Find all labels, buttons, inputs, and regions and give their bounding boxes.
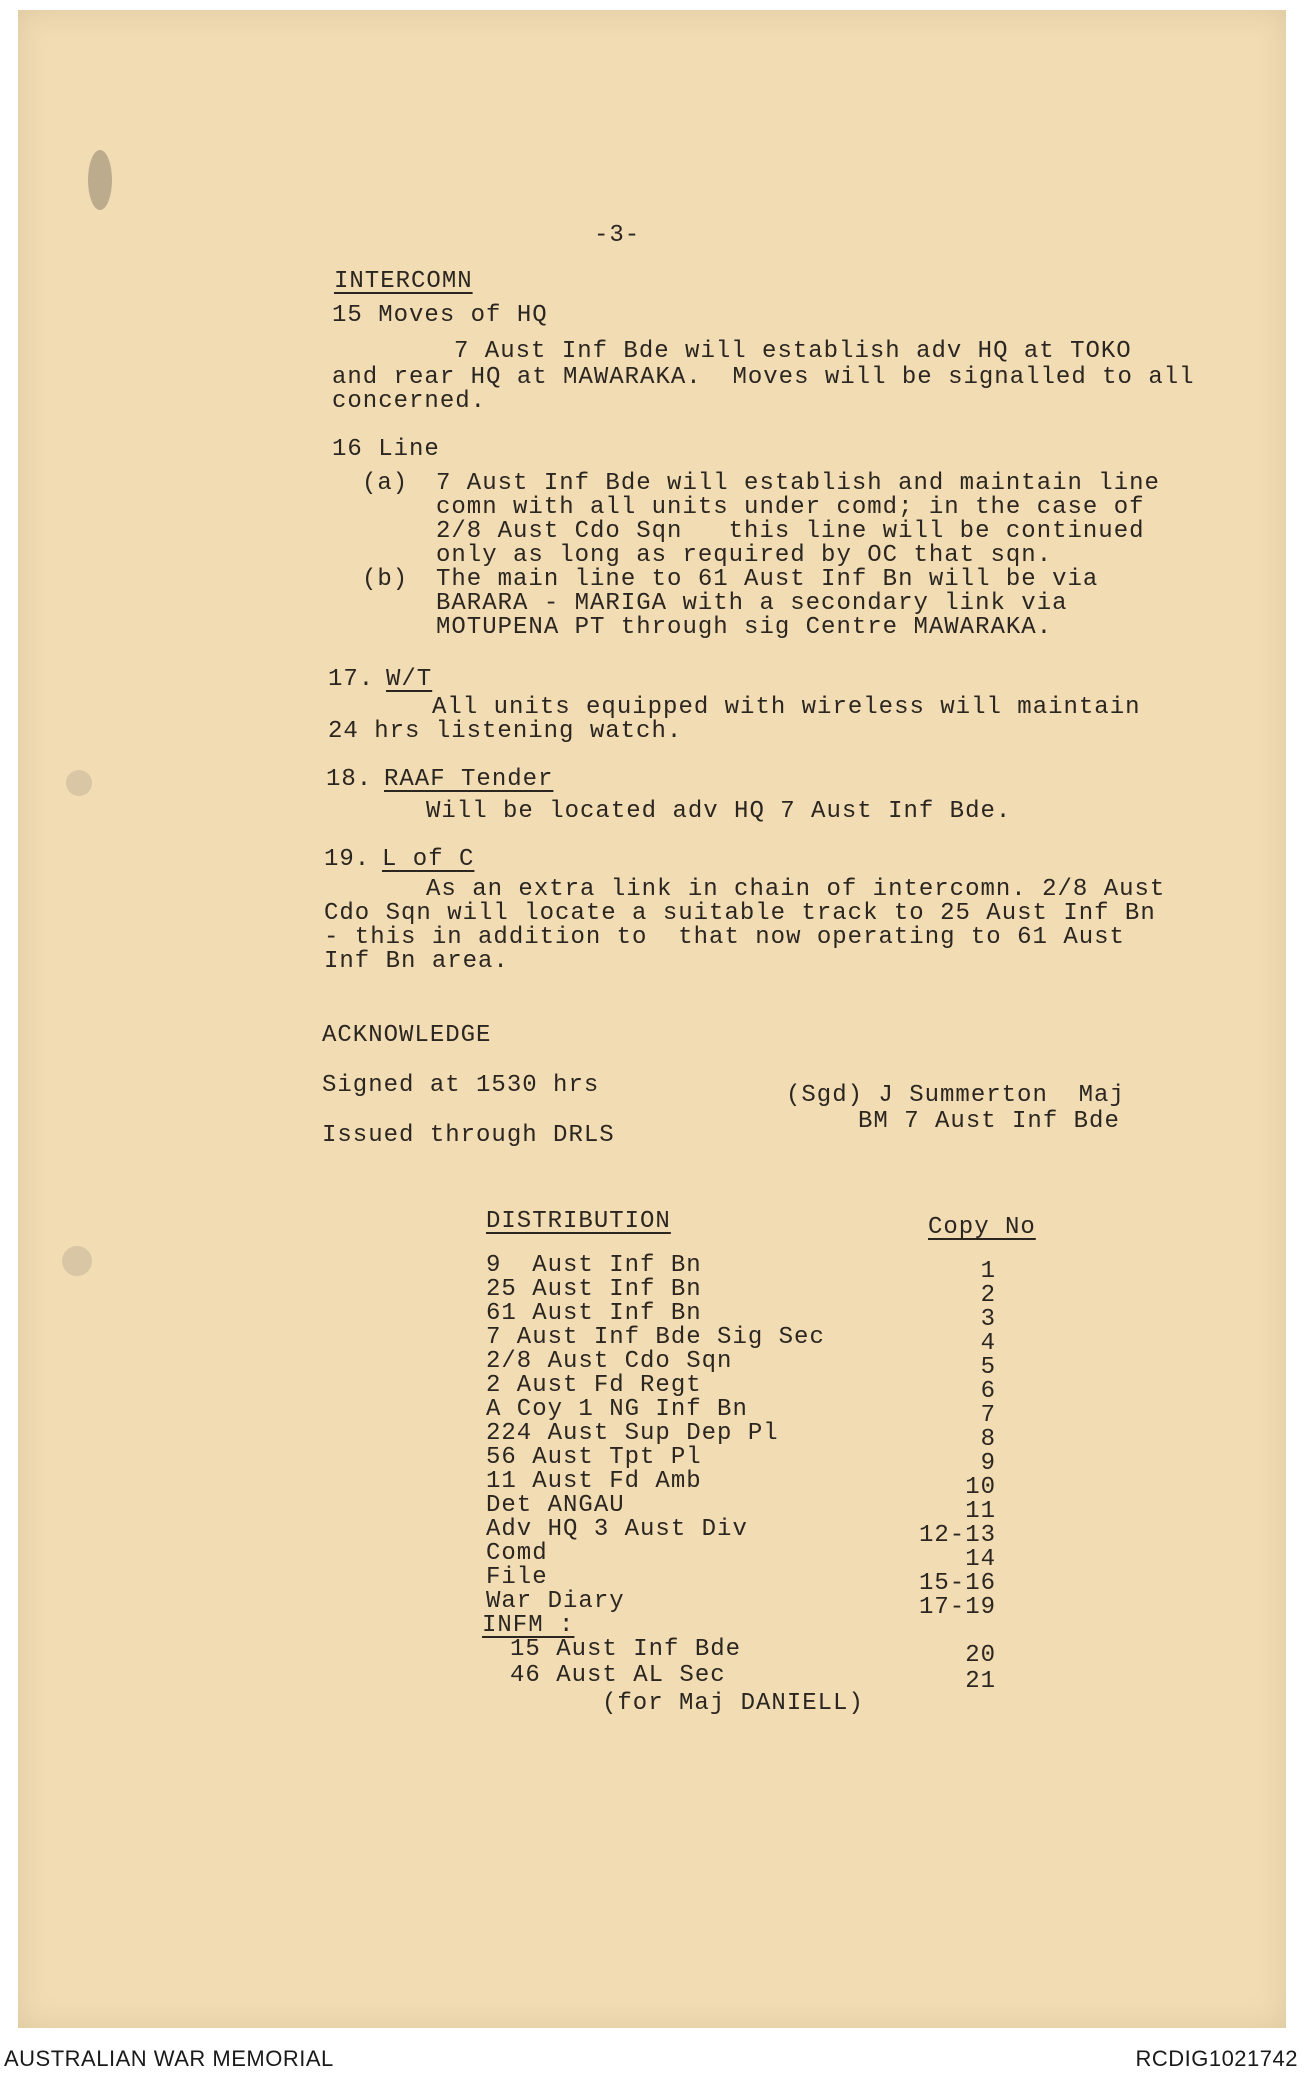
para19-line: Cdo Sqn will locate a suitable track to 25 Aust Inf Bn [324, 900, 1156, 927]
distribution-unit: 9 Aust Inf Bn [486, 1252, 702, 1279]
para15-line: concerned. [332, 388, 487, 415]
para16-a-line: 2/8 Aust Cdo Sqn this line will be continued [436, 518, 1145, 545]
distribution-unit: 11 Aust Fd Amb [486, 1468, 702, 1495]
para16-a-line: only as long as required by OC that sqn. [436, 542, 1053, 569]
para19-line: Inf Bn area. [324, 948, 509, 975]
para16-a-line: 7 Aust Inf Bde will establish and maintain line [436, 470, 1160, 497]
para15-line: and rear HQ at MAWARAKA. Moves will be signalled to all [332, 364, 1195, 391]
distribution-unit: 7 Aust Inf Bde Sig Sec [486, 1324, 825, 1351]
distribution-copy: 11 [965, 1498, 996, 1525]
footer-id: RCDIG1021742 [1135, 2046, 1298, 2071]
issued-through-text: Issued through DRLS [322, 1122, 615, 1149]
distribution-copy: 15-16 [918, 1570, 996, 1597]
distribution-copy: 14 [965, 1546, 996, 1573]
para19-line: - this in addition to that now operating to 61 Aust [324, 924, 1125, 951]
document-page [18, 10, 1286, 2028]
distribution-unit: 25 Aust Inf Bn [486, 1276, 702, 1303]
distribution-copy: 6 [980, 1378, 996, 1405]
infm-note: (for Maj DANIELL) [602, 1690, 864, 1717]
infm-heading: INFM : [482, 1612, 575, 1639]
distribution-copy: 17-19 [918, 1594, 996, 1621]
infm-copy: 20 [965, 1642, 996, 1669]
distribution-copy: 9 [980, 1450, 996, 1477]
distribution-unit: File [486, 1564, 548, 1591]
para16-b-line: The main line to 61 Aust Inf Bn will be via [436, 566, 1099, 593]
distribution-unit: Comd [486, 1540, 548, 1567]
punch-hole-mark [62, 1246, 92, 1276]
distribution-unit: 2 Aust Fd Regt [486, 1372, 702, 1399]
infm-unit: 15 Aust Inf Bde [510, 1636, 742, 1663]
signed-at-text: Signed at 1530 hrs [322, 1072, 600, 1099]
section-heading: INTERCOMN [334, 268, 473, 295]
distribution-unit: 56 Aust Tpt Pl [486, 1444, 702, 1471]
distribution-unit: A Coy 1 NG Inf Bn [486, 1396, 748, 1423]
distribution-copy: 3 [980, 1306, 996, 1333]
infm-unit: 46 Aust AL Sec [510, 1662, 726, 1689]
signature-line: (Sgd) J Summerton Maj [786, 1082, 1125, 1109]
infm-copy: 21 [965, 1668, 996, 1695]
distribution-copy: 8 [980, 1426, 996, 1453]
distribution-copy: 1 [980, 1258, 996, 1285]
distribution-unit: Det ANGAU [486, 1492, 625, 1519]
para18-line: Will be located adv HQ 7 Aust Inf Bde. [426, 798, 1012, 825]
para17-line: All units equipped with wireless will maintain [432, 694, 1141, 721]
para16-b-label: (b) [362, 566, 409, 593]
distribution-unit: Adv HQ 3 Aust Div [486, 1516, 748, 1543]
punch-hole-mark [88, 150, 112, 210]
distribution-copy: 4 [980, 1330, 996, 1357]
signature-line: BM 7 Aust Inf Bde [858, 1108, 1120, 1135]
copy-no-heading: Copy No [928, 1214, 1036, 1241]
distribution-copy: 12-13 [918, 1522, 996, 1549]
distribution-unit: War Diary [486, 1588, 625, 1615]
page-number: -3- [594, 222, 641, 249]
para16-heading: 16 Line [332, 436, 440, 463]
para16-a-line: comn with all units under comd; in the case of [436, 494, 1145, 521]
para19-line: As an extra link in chain of intercomn. 2/8 Aust [426, 876, 1166, 903]
distribution-copy: 2 [980, 1282, 996, 1309]
punch-hole-mark [66, 770, 92, 796]
distribution-unit: 224 Aust Sup Dep Pl [486, 1420, 779, 1447]
para18-title: RAAF Tender [384, 766, 554, 793]
para18-number: 18. [326, 766, 373, 793]
distribution-unit: 2/8 Aust Cdo Sqn [486, 1348, 733, 1375]
distribution-copy: 7 [980, 1402, 996, 1429]
distribution-copy: 5 [980, 1354, 996, 1381]
para15-line: 7 Aust Inf Bde will establish adv HQ at TOKO [454, 338, 1132, 365]
para17-line: 24 hrs listening watch. [328, 718, 683, 745]
distribution-copy: 10 [965, 1474, 996, 1501]
para19-number: 19. [324, 846, 371, 873]
distribution-heading: DISTRIBUTION [486, 1208, 671, 1235]
distribution-unit: 61 Aust Inf Bn [486, 1300, 702, 1327]
para16-a-label: (a) [362, 470, 409, 497]
para15-heading: 15 Moves of HQ [332, 302, 548, 329]
para17-number: 17. [328, 666, 375, 693]
para16-b-line: BARARA - MARIGA with a secondary link via [436, 590, 1068, 617]
para16-b-line: MOTUPENA PT through sig Centre MAWARAKA. [436, 614, 1053, 641]
acknowledge-text: ACKNOWLEDGE [322, 1022, 492, 1049]
para19-title: L of C [382, 846, 475, 873]
para17-title: W/T [386, 666, 433, 693]
footer-source: AUSTRALIAN WAR MEMORIAL [4, 2046, 334, 2071]
